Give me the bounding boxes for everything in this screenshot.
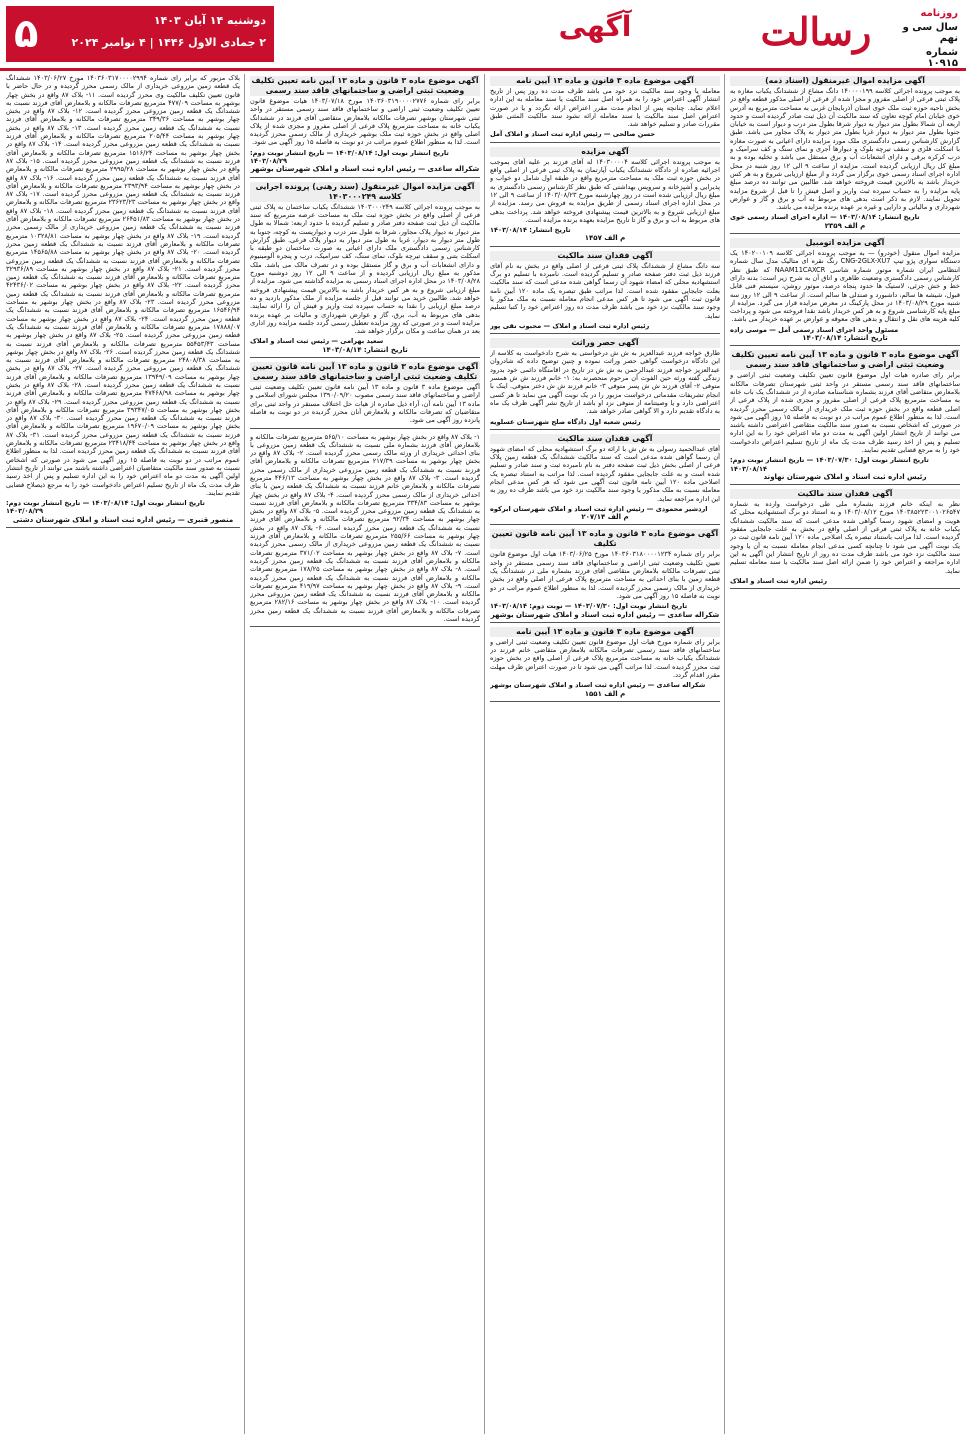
ad-block: [250, 433, 480, 628]
section-title: آگهی: [558, 10, 632, 43]
ad-separator: [490, 142, 720, 143]
date-shamsi: دوشنبه ۱۴ آبان ۱۴۰۳: [153, 14, 266, 27]
ad-separator: [490, 701, 720, 702]
ad-body: مزایده اموال منقول (خودرو) — به موجب پرونده اجرائی کلاسه ۱۴۰۲۰۰۱۰۹ یک دستگاه سواری پژو تیپ CNG-2GLX-XU7 رنگ نقره ای متالیک مدل سال شماره انتظامی ایران شماره موتور شماره شاسی NAAM11CAXCR که طبق نظر کارشناس رسمی دادگستری وضعیت ظاهری و اتاق آن به شرح زیر است: بدنه دارای خط و خش جزئی، لاستیک ها حدود پنجاه درصد، موتور روشن، سیستم فنی قابل قبول، شیشه ها سالم، داشبورد و صندلی ها سالم است. از ساعت ۹ الی ۱۲ روز سه شنبه مورخ ۱۴۰۳/۰۸/۲۹ در محل پارکینگ در معرض مزایده قرار می گیرد. مزایده از مبلغ پایه کارشناسی شروع و به هر کس خریدار باشد نقدا فروخته می شود و پرداخت کلیه هزینه های نقل و انتقال و بدهی های معوقه و عوارض بر عهده خریدار می باشد.: [730, 249, 960, 324]
ad-block: [490, 529, 720, 622]
ad-signature: رئیس اداره ثبت اسناد و املاک: [730, 576, 827, 585]
ad-separator: [730, 484, 960, 485]
ad-block: [490, 434, 720, 526]
ad-title: آگهی فقدان سند مالکیت: [490, 434, 720, 444]
ad-signature: شکراله ساعدی — رئیس اداره ثبت اسناد و املاک شهرستان بوشهر: [490, 681, 706, 690]
ad-code: شکراله ساعدی — رئیس اداره ثبت اسناد و املاک شهرستان بوشهر: [490, 610, 720, 619]
ad-title: آگهی مزایده اموال غیرمنقول (اسناد ذمه): [730, 76, 960, 86]
ad-separator: [250, 428, 480, 429]
ad-separator: [490, 246, 720, 247]
column-3: [250, 74, 480, 1434]
ad-block: [490, 338, 720, 430]
ad-separator: [730, 233, 960, 234]
ad-separator: [6, 527, 240, 528]
ad-block: [250, 76, 480, 178]
year-label: سال سی و نهم: [902, 22, 958, 44]
masthead: [0, 0, 966, 71]
ad-code: تاریخ انتشار: ۱۴۰۳/۰۸/۱۴: [802, 334, 888, 343]
ad-title: آگهی موضوع ماده ۳ قانون و ماده ۱۳ آیین نامه تعیین تکلیف وضعیت ثبتی اراضی و ساختمانهای فاقد سند رسمی: [731, 350, 959, 370]
ad-body: به موجب پرونده اجرائی کلاسه ۱۴۰۳۰۰۰۰۴ له آقای فرزند بر علیه آقای بموجب اجرائیه صادره از دادگاه ششدانگ یکباب آپارتمان به پلاک ثبتی فرعی از اصلی واقع در بخش حوزه ثبت ملک به مساحت مترمربع واقع در طبقه اول شامل دو خواب و پذیرایی و آشپزخانه و سرویس بهداشتی که طبق نظر کارشناس رسمی دادگستری به مبلغ ریال ارزیابی شده است در روز چهارشنبه مورخ ۱۴۰۳/۰۸/۲۳ از ساعت ۹ الی ۱۲ در محل اداره اجرای اسناد رسمی از طریق مزایده به فروش می رسد. مزایده از مبلغ ارزیابی شروع و به بالاترین قیمت پیشنهادی فروخته خواهد شد. پرداخت بدهی های مربوط به آب و برق و گاز تا تاریخ مزایده بعهده برنده مزایده است.: [490, 157, 720, 224]
ad-block: [490, 147, 720, 247]
date-other: ۲ جمادی الاول ۱۴۴۶ | ۴ نوامبر ۲۰۲۴: [71, 36, 266, 49]
ad-code: تاریخ انتشار: ۱۴۰۳/۰۸/۱۴: [322, 345, 408, 354]
page-number: ۵: [14, 11, 39, 57]
ad-block: [250, 182, 480, 358]
ad-body: برابر رای شماره ۱۴۰۳۶۰۳۱۸۰۰۰۰۱۲۳۴ مورخ ۱۴۰۳/۰۶/۲۵ هیات اول موضوع قانون تعیین تکلیف وضعیت ثبتی اراضی و ساختمانهای فاقد سند رسمی مستقر در واحد ثبتی تصرفات مالکانه بلامعارض متقاضی آقای فرزند بشماره ملی در ششدانگ یک قطعه زمین با بنای احداثی به مساحت مترمربع پلاک فرعی از اصلی واقع در بخش خریداری از مالک رسمی محرز گردیده است. لذا به منظور اطلاع عموم مراتب در دو نوبت به فاصله ۱۵ روز آگهی می شود.: [490, 550, 720, 600]
ad-body: بلاک مزبور که برابر رای شماره ۱۴۰۳۶۰۳۱۷۰۰۰۰۲۹۹۴ مورخ ۱۴۰۳/۰۶/۲۷ ششدانگ یک قطعه زمین مزروعی خریداری از مالک رسمی محرز گردیده و در حال حاضر با قانون تعیین تکلیف مالکیت وی محرز گردیده است. ۱۱- بلاک ۸۷ واقع در بخش چهار بوشهر به مساحت ۴۷۷/۰۹ مترمربع تصرفات مالکانه و بلامعارض آقای فرزند نسبت به ششدانگ یک قطعه زمین مزروعی محرز گردیده است. ۱۲- بلاک ۸۷ واقع در بخش چهار بوشهر به مساحت ۳۴۹/۳۶ مترمربع تصرفات مالکانه و بلامعارض آقای فرزند نسبت به ششدانگ یک قطعه زمین محرز گردیده است. ۱۳- بلاک ۸۷ واقع در بخش چهار بوشهر به مساحت ۲۰۵/۴۴ مترمربع تصرفات مالکانه و بلامعارض آقای فرزند نسبت به ششدانگ یک قطعه زمین مزروعی محرز گردیده است. ۱۴- بلاک ۸۷ واقع در بخش چهار بوشهر به مساحت ۱۵۱۶/۲۴ مترمربع تصرفات مالکانه و بلامعارض آقای فرزند نسبت به ششدانگ یک قطعه زمین مزروعی محرز گردیده است. ۱۵- بلاک ۸۷ واقع در بخش چهار بوشهر به مساحت ۲۹۹۵/۲۸ مترمربع تصرفات مالکانه و بلامعارض آقای فرزند نسبت به ششدانگ یک قطعه زمین محرز گردیده است. ۱۶- بلاک ۸۷ واقع در بخش چهار بوشهر به مساحت ۲۳۹۳/۹۴ مترمربع تصرفات مالکانه و بلامعارض آقای فرزند نسبت به ششدانگ یک قطعه زمین مزروعی محرز گردیده است. ۱۷- بلاک ۸۷ واقع در بخش چهار بوشهر به مساحت ۲۳۶۲۳/۲۳ مترمربع تصرفات مالکانه و بلامعارض آقای فرزند نسبت به ششدانگ یک قطعه زمین محرز گردیده است. ۱۸- بلاک ۸۷ واقع در بخش چهار بوشهر به مساحت ۲۶۴۵۱/۸۳ مترمربع تصرفات مالکانه و بلامعارض آقای فرزند نسبت به ششدانگ یک قطعه زمین مزروعی خریداری از مالک رسمی محرز گردیده است. ۱۹- بلاک ۸۷ واقع در بخش چهار بوشهر به مساحت ۱۰۳۲۸/۸۱ مترمربع تصرفات مالکانه و بلامعارض آقای فرزند نسبت به ششدانگ یک قطعه زمین محرز گردیده است. ۲۰- بلاک ۸۷ واقع در بخش چهار بوشهر به مساحت ۱۴۵۶۵/۸۸ مترمربع تصرفات مالکانه و بلامعارض آقای فرزند نسبت به ششدانگ یک قطعه زمین مزروعی محرز گردیده است. ۲۱- بلاک ۸۷ واقع در بخش چهار بوشهر به مساحت ۳۲۹۳۶/۸۹ مترمربع تصرفات مالکانه و بلامعارض آقای فرزند نسبت به ششدانگ یک قطعه زمین محرز گردیده است. ۲۲- بلاک ۸۷ واقع در بخش چهار بوشهر به مساحت ۴۲۴۳۶/۰۲ مترمربع تصرفات مالکانه و بلامعارض آقای فرزند نسبت به ششدانگ یک قطعه زمین مزروعی محرز گردیده است. ۲۳- بلاک ۸۷ واقع در بخش چهار بوشهر به مساحت ۱۶۵۴۶/۹۴ مترمربع تصرفات مالکانه و بلامعارض آقای فرزند نسبت به ششدانگ یک قطعه زمین محرز گردیده است. ۲۴- بلاک ۸۷ واقع در بخش چهار بوشهر به مساحت ۱۷۸۸۸/۰۷ مترمربع تصرفات مالکانه و بلامعارض آقای فرزند نسبت به ششدانگ یک قطعه زمین مزروعی محرز گردیده است. ۲۵- بلاک ۸۷ واقع در بخش چهار بوشهر به مساحت ۵۵۴۵۳/۴۳ مترمربع تصرفات مالکانه و بلامعارض آقای فرزند نسبت به ششدانگ یک قطعه زمین محرز گردیده است. ۲۶- بلاک ۸۷ واقع در بخش چهار بوشهر به مساحت ۲۴۸۰۸/۳۸ مترمربع تصرفات مالکانه و بلامعارض آقای فرزند نسبت به ششدانگ یک قطعه زمین مزروعی محرز گردیده است. ۲۷- بلاک ۸۷ واقع در بخش چهار بوشهر به مساحت ۱۳۹۴۹/۰۹ مترمربع تصرفات مالکانه و بلامعارض آقای فرزند نسبت به ششدانگ یک قطعه زمین محرز گردیده است. ۲۸- بلاک ۸۷ واقع در بخش چهار بوشهر به مساحت ۴۷۴۶۸/۹۸ مترمربع تصرفات مالکانه و بلامعارض آقای فرزند نسبت به ششدانگ یک قطعه زمین مزروعی محرز گردیده است. ۲۹- بلاک ۸۷ واقع در بخش چهار بوشهر به مساحت ۳۹۳۴۷/۰۵ مترمربع تصرفات مالکانه و بلامعارض آقای فرزند نسبت به ششدانگ یک قطعه زمین محرز گردیده است. ۳۰- بلاک ۸۷ واقع در بخش چهار بوشهر به مساحت ۱۹۶۷۰/۰۹ مترمربع تصرفات مالکانه و بلامعارض آقای فرزند نسبت به ششدانگ یک قطعه زمین مزروعی محرز گردیده است. ۳۱- بلاک ۸۷ واقع در بخش چهار بوشهر به مساحت ۲۳۴۱۸/۴۴ مترمربع تصرفات مالکانه و بلامعارض آقای فرزند نسبت به ششدانگ یک قطعه زمین محرز گردیده است. لذا به منظور اطلاع عموم مراتب در دو نوبت به فاصله ۱۵ روز آگهی می شود در صورتی که اشخاص نسبت به صدور سند مالکیت متقاضیان اعتراضی داشته باشند می توانند از تاریخ انتشار اولین آگهی به مدت دو ماه اعتراض خود را به این اداره تسلیم و پس از اخذ رسید ظرف مدت یک ماه از تاریخ تسلیم اعتراض دادخواست خود را به مرجع ذیصلاح قضایی تقدیم نمایند.: [6, 74, 240, 497]
column-1: [730, 74, 960, 1434]
ad-signature: سعید بهرامی — رئیس ثبت اسناد و املاک: [250, 337, 384, 346]
ad-separator: [730, 345, 960, 346]
ad-block: [730, 489, 960, 589]
ad-title: آگهی حصر وراثت: [490, 338, 720, 348]
ad-body: سه دانگ مشاع از ششدانگ پلاک ثبتی فرعی از اصلی واقع در بخش به نام آقای فرزند ذیل ثبت دفتر صفحه صادر و تسلیم گردیده است. نامبرده با تسلیم دو برگ استشهادیه محلی که امضاء شهود آن رسما گواهی شده مدعی است که سند مالکیت بعلت جابجایی مفقود شده است. لذا مراتب طبق تبصره یک ماده ۱۲۰ آیین نامه قانون ثبت آگهی می شود تا هر کس مدعی انجام معامله نسبت به ملک مذکور یا وجود سند مالکیت نزد خود می باشد ظرف مدت ده روز اعتراض خود را کتبا تسلیم نماید.: [490, 261, 720, 320]
ad-block: [490, 251, 720, 334]
ads-columns: [6, 74, 960, 1434]
ad-signature: اردشیر محمودی — رئیس اداره ثبت اسناد و املاک شهرستان ابرکوه: [490, 504, 708, 513]
ad-code: م الف ۲۳۵۹: [824, 221, 866, 230]
ad-title: آگهی موضوع ماده ۳ قانون و ماده ۱۳ آیین نامه: [490, 76, 720, 86]
ad-title: آگهی موضوع ماده ۳ قانون و ماده ۱۳ آیین نامه: [490, 627, 720, 637]
ad-signature: تاریخ انتشار نوبت اول: ۱۴۰۳/۰۸/۱۴ — تاریخ انتشار نوبت دوم: ۱۴۰۳/۰۸/۲۹: [6, 499, 205, 516]
ad-signature: تاریخ انتشار نوبت اول: ۱۴۰۳/۰۸/۱۴ — تاریخ انتشار نوبت دوم: ۱۴۰۳/۰۸/۲۹: [250, 148, 449, 166]
column-2: [490, 74, 720, 1434]
ad-separator: [490, 524, 720, 525]
ad-code: م الف ۱۵۵۱: [584, 689, 626, 698]
masthead-info: [898, 8, 958, 69]
ad-title: آگهی موضوع ماده ۳ قانون و ماده ۱۳ آیین نامه تعیین تکلیف وضعیت ثبتی اراضی و ساختمانهای فاقد سند رسمی: [251, 76, 479, 95]
column-divider: [724, 74, 725, 1434]
column-divider: [484, 74, 485, 1434]
ad-signature: تاریخ انتشار نوبت اول: ۱۴۰۳/۰۷/۳۰ — نوبت دوم: ۱۴۰۳/۰۸/۱۴: [490, 602, 688, 611]
daily-label: روزنامه: [920, 8, 958, 19]
ad-title: آگهی موضوع ماده ۳ قانون و ماده ۱۳ آیین نامه قانون تعیین تکلیف: [491, 529, 719, 549]
ad-code: م الف ۲۰۷/۱۴: [581, 513, 629, 522]
ad-signature: مسئول واحد اجرای اسناد رسمی آمل — موسی زاده: [730, 325, 899, 334]
ad-code: شکراله ساعدی — رئیس اداره ثبت اسناد و املاک شهرستان بوشهر: [250, 165, 480, 174]
ad-body: طارق خواجه فرزند عبدالعزیز به ش ش درخواستی به شرح دادخواست به کلاسه از این دادگاه درخواست گواهی حصر وراثت نموده و چنین توضیح داده که شادروان عبدالعزیز خواجه فرزند عبدالرحمن به ش ش در تاریخ در اقامتگاه دائمی خود بدرود زندگی گفته ورثه حین الفوت آن مرحوم منحصرند به: ۱- خانم فرزند ش ش همسر متوفی ۲- آقای فرزند ش ش پسر متوفی ۳- خانم فرزند ش ش دختر متوفی. اینک با انجام تشریفات مقدماتی درخواست مزبور را در یک نوبت آگهی می نماید تا هر کسی اعتراضی دارد و یا وصیتنامه از متوفی نزد او باشد از تاریخ نشر آگهی ظرف یک ماه به دادگاه تقدیم دارد و الا گواهی صادر خواهد شد.: [490, 349, 720, 416]
ad-body: ۱- بلاک ۸۷ واقع در بخش چهار بوشهر به مساحت ۵۶۵/۱۰ مترمربع تصرفات مالکانه و بلامعارض آقای فرزند بشماره ملی نسبت به ششدانگ یک قطعه زمین مزروعی با بنای احداثی خریداری از ورثه مالک رسمی محرز گردیده است. ۲- بلاک ۸۷ واقع در بخش چهار بوشهر به مساحت ۲۱۷/۳۹ مترمربع تصرفات مالکانه و بلامعارض آقای فرزند نسبت به ششدانگ یک قطعه زمین مزروعی خریداری از مالک رسمی محرز گردیده است. ۳- بلاک ۸۷ واقع در بخش چهار بوشهر به مساحت ۴۴۶/۱۳ مترمربع تصرفات مالکانه و بلامعارض خانم فرزند نسبت به ششدانگ یک قطعه زمین با بنای احداثی خریداری از مالک رسمی محرز گردیده است. ۴- بلاک ۸۷ واقع در بخش چهار بوشهر به مساحت ۳۳۴/۸۳ مترمربع تصرفات مالکانه و بلامعارض آقای فرزند نسبت به ششدانگ یک قطعه زمین مزروعی محرز گردیده است. ۵- بلاک ۸۷ واقع در بخش چهار بوشهر به مساحت ۹۲/۳۴ مترمربع تصرفات مالکانه و بلامعارض آقای فرزند نسبت به ششدانگ یک قطعه زمین محرز گردیده است. ۶- بلاک ۸۷ واقع در بخش چهار بوشهر به مساحت ۲۵۵/۶۶ مترمربع تصرفات مالکانه و بلامعارض آقای فرزند نسبت به ششدانگ یک قطعه زمین مزروعی خریداری از مالک رسمی محرز گردیده است. ۷- بلاک ۸۷ واقع در بخش چهار بوشهر به مساحت ۳۷۱/۰۲ مترمربع تصرفات مالکانه و بلامعارض آقای فرزند نسبت به ششدانگ یک قطعه زمین محرز گردیده است. ۸- بلاک ۸۷ واقع در بخش چهار بوشهر به مساحت ۱۷۸/۲۵ مترمربع تصرفات مالکانه و بلامعارض آقای فرزند نسبت به ششدانگ یک قطعه زمین محرز گردیده است. ۹- بلاک ۸۷ واقع در بخش چهار بوشهر به مساحت ۴۱۹/۹۷ مترمربع تصرفات مالکانه و بلامعارض آقای فرزند نسبت به ششدانگ یک قطعه زمین مزروعی محرز گردیده است. ۱۰- بلاک ۸۷ واقع در بخش چهار بوشهر به مساحت ۲۸۲/۱۶ مترمربع تصرفات مالکانه و بلامعارض آقای فرزند نسبت به ششدانگ یک قطعه زمین محرز گردیده است.: [250, 432, 480, 624]
ad-signature: تاریخ انتشار: ۱۴۰۳/۰۸/۱۴: [490, 226, 571, 235]
ad-separator: [730, 588, 960, 589]
ad-block: [730, 238, 960, 346]
ad-block: [6, 74, 240, 528]
ad-body: آگهی موضوع ماده ۳ قانون و ماده ۱۳ آیین نامه قانون تعیین تکلیف وضعیت ثبتی اراضی و ساختمانهای فاقد سند رسمی مصوب ۱۳۹۰/۰۹/۲۰ مجلس شورای اسلامی و ماده ۱۳ آیین نامه آن، آراء ذیل صادره از هیات حل اختلاف مستقر در واحد ثبتی برای متقاضیان که تصرفات مالکانه و بلامعارض آنان محرز گردیده در دو نوبت به فاصله پانزده روز آگهی می شود.: [250, 383, 480, 425]
ad-separator: [490, 622, 720, 623]
ad-separator: [490, 333, 720, 334]
ad-title: آگهی موضوع ماده ۳ قانون و ماده ۱۳ آیین نامه قانون تعیین تکلیف وضعیت ثبتی اراضی و ساختمانهای فاقد سند رسمی: [251, 362, 479, 382]
ad-body: به موجب پرونده اجرائی کلاسه ۱۴۰۳۰۰۰۲۴۹ ششدانگ یکباب ساختمان به پلاک ثبتی فرعی از اصلی واقع در بخش حوزه ثبت ملک به مساحت عرصه مترمربع که سند مالکیت آن ذیل ثبت صفحه دفتر صادر و تسلیم گردیده با حدود اربعه: شمالا به طول متر دیوار به دیوار پلاک مجاور، شرقا به طول متر درب و دیواریست به کوچه، جنوبا به طول متر دیوار به دیوار، غربا به طول متر دیوار به دیوار پلاک فرعی. طبق گزارش کارشناس رسمی دادگستری ملک دارای اعیانی به صورت ساختمان دو طبقه با اسکلت بتنی و سقف تیرچه بلوک، نمای سنگ، کف سرامیک، درب و پنجره آلومینیوم و دارای انشعابات آب و برق و گاز مستقل بوده و در تصرف مالک می باشد. ملک مذکور به مبلغ ریال ارزیابی گردیده و از ساعت ۹ الی ۱۲ روز دوشنبه مورخ ۱۴۰۳/۰۸/۲۸ در محل اداره اجرای اسناد رسمی به مزایده گذاشته می شود. مزایده از مبلغ ارزیابی شروع و به هر کس خریدار باشد به بالاترین قیمت پیشنهادی فروخته خواهد شد. طالبین خرید می توانند قبل از جلسه مزایده از ملک مذکور بازدید و ده درصد مبلغ ارزیابی را نقدا به حساب سپرده ثبت واریز و فیش آن را ارائه نمایند. بدهی های مربوط به آب، برق، گاز و عوارض شهرداری و مالیات بر عهده برنده مزایده است و در صورتی که روز مزایده تعطیل رسمی گردد جلسه مزایده روز اداری بعد در همان ساعت و مکان برگزار خواهد شد.: [250, 202, 480, 336]
ad-signature: تاریخ انتشار: ۱۴۰۳/۰۸/۱۴ — اداره اجرای اسناد رسمی خوی: [730, 213, 920, 222]
ad-title: آگهی مزایده اتومبیل: [730, 238, 960, 248]
ad-block: [730, 350, 960, 485]
ad-block: [490, 76, 720, 143]
ad-code: منصور قنبری — رئیس اداره ثبت اسناد و املاک شهرستان دشتی: [12, 515, 234, 524]
column-divider: [244, 74, 245, 1434]
ad-separator: [490, 429, 720, 430]
column-4: [6, 74, 240, 1434]
ad-body: برابر رای شماره ۱۴۰۳۶۰۳۱۹۰۰۰۰۲۷۷۶ مورخ ۱۴۰۳/۰۷/۱۸ هیات موضوع قانون تعیین تکلیف وضعیت ثبتی اراضی و ساختمانهای فاقد سند رسمی مستقر در واحد ثبتی شهرستان بوشهر تصرفات مالکانه بلامعارض متقاضی آقای فرزند در ششدانگ یکباب خانه به مساحت مترمربع پلاک فرعی از اصلی مفروز و مجزی شده از پلاک اصلی واقع در بخش حوزه ثبت ملک بوشهر خریداری از مالک رسمی محرز گردیده است. لذا به منظور اطلاع عموم مراتب در دو نوبت به فاصله ۱۵ روز آگهی می شود.: [250, 97, 480, 147]
ad-body: نظر به اینکه خانم فرزند بشماره ملی طی درخواست وارده به شماره ۱۴۰۳۸۵۲۲۳۰۰۱۰۲۶۵۴۷ مورخ ۱۴۰۳/۰۸/۱۲ و به استناد دو برگ استشهادیه محلی که هویت و امضای شهود رسما گواهی شده مدعی است که سند مالکیت ششدانگ یکباب خانه به پلاک ثبتی فرعی از اصلی واقع در بخش به علت جابجایی مفقود گردیده است. لذا مراتب باستناد تبصره یک اصلاحی ماده ۱۲۰ آیین نامه قانون ثبت در یک نوبت آگهی می شود تا چنانچه کسی مدعی انجام معامله نسبت به آن یا وجود سند مالکیت نزد خود می باشد ظرف مدت ده روز از تاریخ انتشار این آگهی به این اداره مراجعه و اعتراض خود را ضمن ارائه اصل سند مالکیت یا سند معامله تسلیم نماید.: [730, 500, 960, 575]
ad-body: آقای عبدالحمید رسولی به ش ش با ارائه دو برگ استشهادیه محلی که امضای شهود آن رسما گواهی شده مدعی است که سند مالکیت ششدانگ یک قطعه زمین پلاک فرعی از اصلی بخش ذیل ثبت صفحه دفتر به نام نامبرده ثبت و سند صادر و تسلیم شده است و به علت جابجایی مفقود گردیده است. لذا مراتب به استناد تبصره یک اصلاحی ماده ۱۲۰ آیین نامه قانون ثبت آگهی می شود که هر کس مدعی انجام معامله نسبت به ملک مذکور یا وجود سند مالکیت نزد خود می باشد ظرف ده روز به این اداره مراجعه نماید.: [490, 444, 720, 503]
ad-title: آگهی مزایده: [490, 147, 720, 157]
ad-body: به موجب پرونده اجرائی کلاسه ۱۴۰۰۰۰۱۹۹ دانگ مشاع از ششدانگ یکباب مغازه به پلاک ثبتی فرعی از اصلی مفروز و مجزا شده از فرعی از اصلی مذکور قطعه واقع در بخش ناحیه حوزه ثبت ملک خوی استان آذربایجان غربی به مساحت مترمربع به آدرس خوی خیابان امام کوچه تعاون که سند مالکیت آن ذیل ثبت صادر گردیده است و حدود اربعه آن شمالا بطول متر دیوار به دیوار شرقا بطول متر درب و دیوار است به خیابان جنوبا بطول متر دیوار به دیوار غربا بطول متر دیوار به پلاک مجاور می باشد. طبق گزارش کارشناس رسمی دادگستری ملک مورد مزایده دارای اعیانی به صورت مغازه با اسکلت فلزی و سقف تیرچه بلوک و دیوارها آجری و نمای سنگ و کف سرامیک و درب کرکره برقی و دارای انشعابات آب و برق مستقل می باشد و تخلیه بوده و به مبلغ کل ریال ارزیابی گردیده است. مزایده از ساعت ۹ الی ۱۲ روز شنبه در محل اداره اجرای اسناد رسمی خوی برگزار می گردد و از مبلغ ارزیابی شروع و به هر کس خریدار باشد به بالاترین قیمت فروخته خواهد شد. طالبین می توانند ده درصد مبلغ پایه مزایده را به حساب سپرده ثبت واریز و اصل فیش را تا قبل از شروع مزایده تحویل نمایند. لازم به ذکر است بدهی های مربوط به آب و برق و گاز و عوارض شهرداری و مالیاتی و دارایی و غیره بر عهده برنده مزایده می باشد.: [730, 87, 960, 212]
ad-body: معامله یا وجود سند مالکیت نزد خود می باشد ظرف مدت ده روز پس از تاریخ انتشار آگهی اعتراض خود را به همراه اصل سند مالکیت یا سند معامله به این اداره اعلام نماید. چنانچه پس از انجام مدت مقرر اعتراض ارائه نگردد و یا در صورت اعتراض اصل سند مالکیت یا سند معامله ارائه نشود سند مالکیت المثنی طبق مقررات صادر و تسلیم خواهد شد.: [490, 87, 720, 129]
ad-body: برابر رای صادره هیات اول موضوع قانون تعیین تکلیف وضعیت ثبتی اراضی و ساختمانهای فاقد سند رسمی مستقر در واحد ثبتی شهرستان تصرفات مالکانه بلامعارض متقاضی آقای فرزند بشماره شناسنامه صادره از در ششدانگ یک باب خانه به مساحت مترمربع پلاک فرعی از اصلی مفروز و مجزی شده از پلاک فرعی از اصلی قطعه واقع در بخش حوزه ثبت ملک خریداری از مالک رسمی محرز گردیده است. لذا به منظور اطلاع عموم مراتب در دو نوبت به فاصله ۱۵ روز آگهی می شود در صورتی که اشخاص نسبت به صدور سند مالکیت متقاضی اعتراضی داشته باشند می توانند از تاریخ انتشار اولین آگهی به مدت دو ماه اعتراض خود را به این اداره تسلیم و پس از اخذ رسید ظرف مدت یک ماه از تاریخ تسلیم اعتراض دادخواست خود را به مرجع قضایی تقدیم نمایند.: [730, 371, 960, 454]
ad-separator: [250, 357, 480, 358]
newspaper-logo: رسالت: [760, 9, 872, 54]
ad-separator: [250, 177, 480, 178]
ad-title: آگهی مزایده اموال غیرمنقول (سند رهنی) پرونده اجرایی کلاسه ۱۴۰۳۰۰۰۲۴۹: [250, 182, 480, 202]
ad-body: برابر رای شماره مورخ هیات اول موضوع قانون تعیین تکلیف وضعیت ثبتی اراضی و ساختمانهای فاقد سند رسمی تصرفات مالکانه بلامعارض متقاضی خانم فرزند در ششدانگ یکباب خانه به مساحت مترمربع پلاک فرعی از اصلی واقع در بخش حوزه ثبت محرز گردیده است. لذا مراتب آگهی می شود تا در صورت اعتراض ظرف مهلت مقرر اقدام گردد.: [490, 637, 720, 680]
ad-code: رئیس اداره ثبت اسناد و املاک شهرستان نهاوند: [763, 472, 927, 481]
ad-signature: حسن صالحی — رئیس اداره ثبت اسناد و املاک آمل: [490, 130, 656, 139]
ad-title: آگهی فقدان سند مالکیت: [730, 489, 960, 499]
ad-title: آگهی فقدان سند مالکیت: [490, 251, 720, 261]
ad-code: م الف ۱۴۵۷: [584, 234, 626, 243]
ad-signature: تاریخ انتشار نوبت اول: ۱۴۰۳/۰۷/۳۰ — تاریخ انتشار نوبت دوم: ۱۴۰۳/۰۸/۱۴: [730, 456, 929, 473]
ad-signature: رئیس اداره ثبت اسناد و املاک — محبوب نقی پور: [490, 321, 650, 330]
ad-block: [730, 76, 960, 234]
ad-separator: [250, 626, 480, 627]
issue-number: شماره ۱۰۹۱۵: [926, 47, 958, 69]
ad-block: [250, 362, 480, 428]
date-page-box: [6, 6, 274, 62]
ad-block: [490, 627, 720, 702]
ad-signature: رئیس شعبه اول دادگاه صلح شهرستان عسلویه: [490, 417, 641, 426]
